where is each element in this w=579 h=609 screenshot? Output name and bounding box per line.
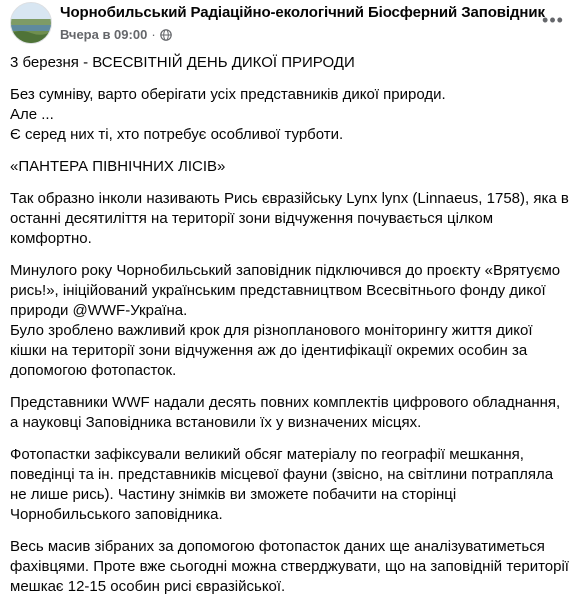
post-paragraph [10,261,570,381]
more-options-icon[interactable]: ••• [542,9,564,30]
post-text-line: Так образно інколи називають Рись євразійську Lynx lynx (Linnaeus, 1758), яка в останні десятиліття на території зони відчуження почувається цілком комфортно. [10,190,569,247]
post-paragraph [10,393,570,433]
page-name-link[interactable]: Чорнобильський Радіаційно-екологічний Біосферний Заповідник [60,4,545,21]
post-text-line: Було зроблено важливий крок для різнопланового моніторингу життя дикої кішки на території зони відчуження аж до ідентифікації окремих особин за допомогою фотопасток. [10,322,533,379]
post-text-line: 3 березня - ВСЕСВІТНІЙ ДЕНЬ ДИКОЇ ПРИРОДИ [10,54,355,71]
post-meta [60,27,172,42]
post-text [10,53,570,609]
post-paragraph [10,157,570,177]
post-text-line: Фотопастки зафіксували великий обсяг матеріалу по географії мешкання, поведінці та ін. представників місцевої фауни (звісно, на світлини потрапляла не лише рись). Частину знімків ви зможете побачити на сторінці Чорнобильського заповідника. [10,446,554,523]
post-text-line: Є серед них ті, хто потребує особливої турботи. [10,126,344,143]
post-text-line: Без сумніву, варто оберігати усіх представників дикої природи. [10,86,446,103]
meta-separator: · [151,27,156,42]
globe-icon [160,29,172,41]
post-text-line: Минулого року Чорнобильський заповідник підключився до проєкту «Врятуємо рись!», ініційований українським представництвом Всесвітнього фонду дикої природи @WWF-Україна. [10,262,561,319]
post-timestamp[interactable]: Вчера в 09:00 [60,27,148,42]
post-text-line: Весь масив зібраних за допомогою фотопасток даних ще аналізуватиметься фахівцями. Проте вже сьогодні можна стверджувати, що на заповідній території мешкає 12-15 особин рисі євразійської. [10,538,569,595]
post-paragraph [10,53,570,73]
post-paragraph [10,537,570,597]
post-text-line: Але ... [10,106,54,123]
post-paragraph [10,85,570,145]
post-text-line: Представники WWF надали десять повних комплектів цифрового обладнання, а науковці Заповідника встановили їх у визначених місцях. [10,394,561,431]
post-text-line: «ПАНТЕРА ПІВНІЧНИХ ЛІСІВ» [10,158,226,175]
post-paragraph [10,445,570,525]
page-avatar-image [11,3,51,43]
post-header [10,2,569,46]
post-paragraph [10,189,570,249]
page-avatar[interactable] [10,2,52,44]
